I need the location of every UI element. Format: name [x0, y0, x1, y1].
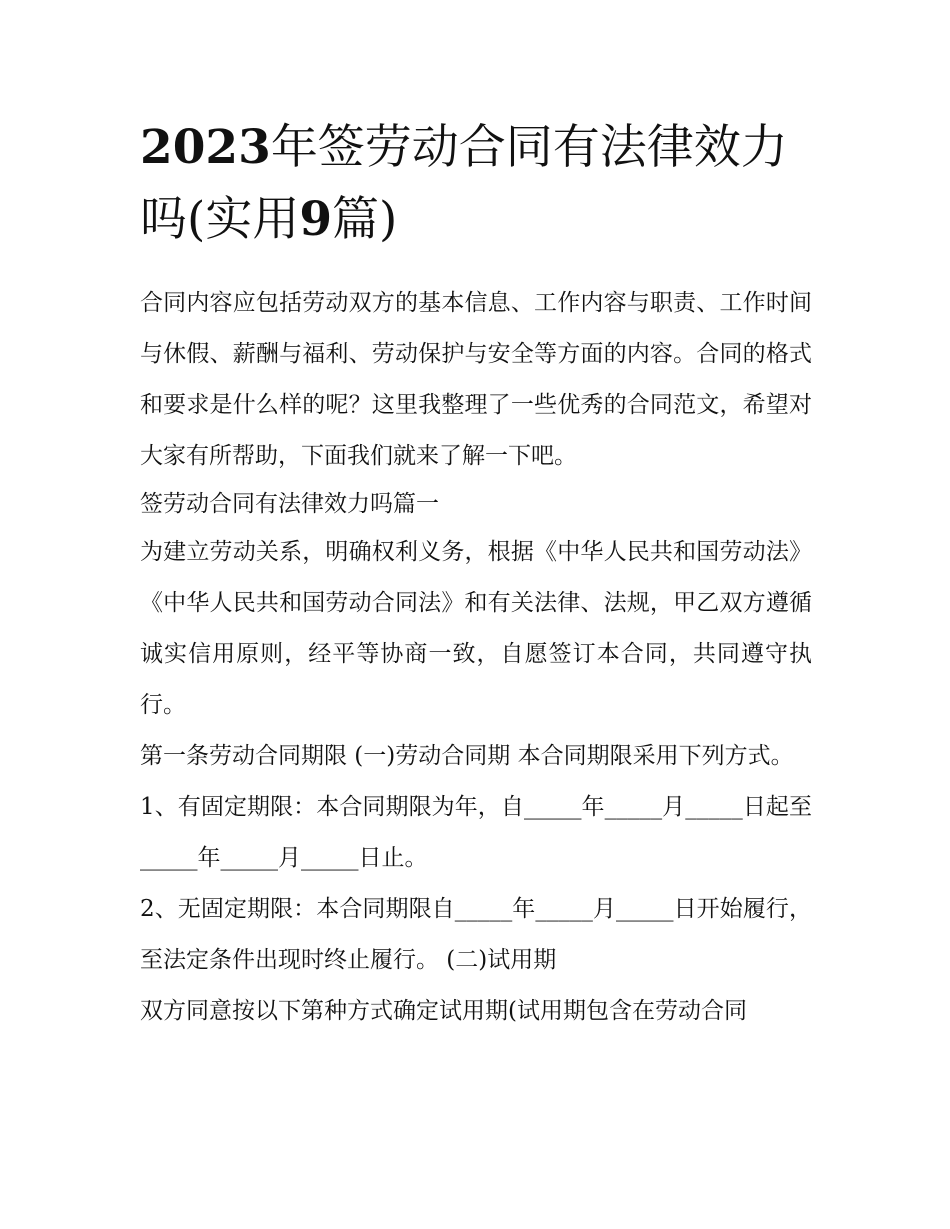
open-term-paragraph: 2、无固定期限：本合同期限自_____年_____月_____日开始履行，至法定条件出现时终止履行。 (二)试用期 — [140, 896, 812, 973]
intro-paragraph: 合同内容应包括劳动双方的基本信息、工作内容与职责、工作时间与休假、薪酬与福利、劳动保护与安全等方面的内容。合同的格式和要求是什么样的呢？这里我整理了一些优秀的合同范文，希望对大家有所帮助，下面我们就来了解一下吧。 — [140, 290, 812, 469]
section-heading: 签劳动合同有法律效力吗篇一 — [140, 491, 439, 517]
document-title — [140, 112, 812, 256]
preamble-paragraph: 为建立劳动关系，明确权利义务，根据《中华人民共和国劳动法》《中华人民共和国劳动合同法》和有关法律、法规，甲乙双方遵循诚实信用原则，经平等协商一致，自愿签订本合同，共同遵守执行。 — [140, 539, 812, 718]
probation-paragraph: 双方同意按以下第种方式确定试用期(试用期包含在劳动合同 — [140, 998, 747, 1024]
title-text: 年签劳动合同有法律效力吗(实用 — [140, 120, 788, 247]
fixed-term-paragraph: 1、有固定期限：本合同期限为年，自_____年_____月_____日起至_____年_____月_____日止。 — [140, 794, 812, 871]
title-suffix: 篇) — [332, 192, 398, 247]
article-one-paragraph: 第一条劳动合同期限 (一)劳动合同期 本合同期限采用下列方式。 — [140, 743, 794, 769]
title-count: 9 — [299, 192, 333, 247]
title-year: 2023 — [140, 120, 271, 175]
document-body — [140, 278, 812, 1037]
document-page — [140, 112, 812, 1037]
